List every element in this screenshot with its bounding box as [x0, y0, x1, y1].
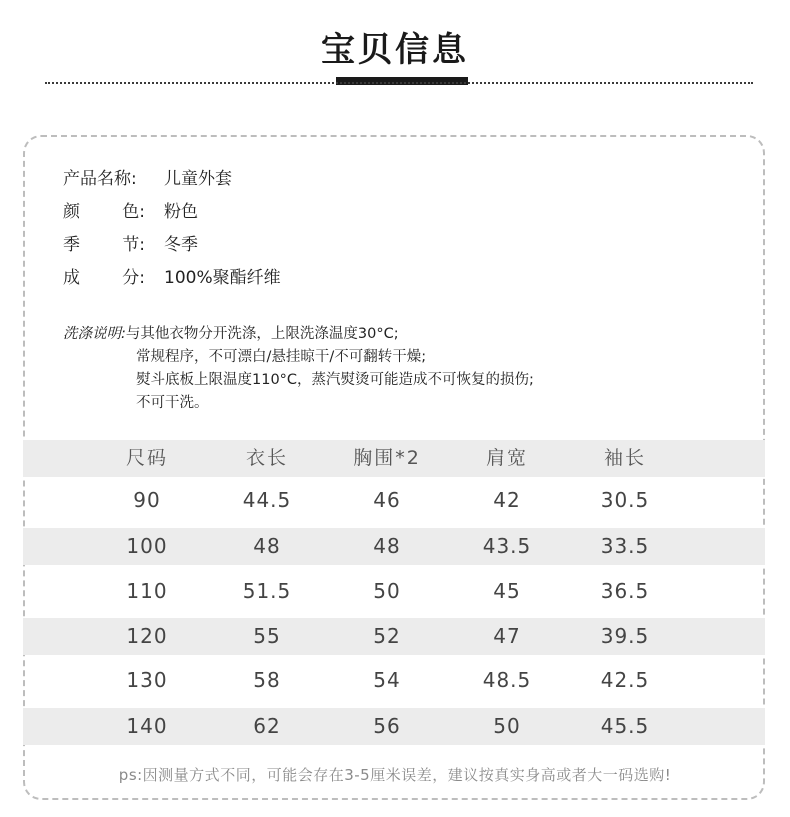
info-label-season-a: 季 [63, 235, 80, 255]
table-row [23, 573, 765, 610]
table-cell: 42 [493, 488, 521, 512]
table-cell: 51.5 [242, 579, 292, 603]
table-cell: 52 [373, 624, 401, 648]
info-row-material [63, 265, 281, 298]
header [0, 26, 790, 74]
info-label-name: 产品名称: [63, 169, 137, 189]
table-cell: 58 [253, 668, 281, 692]
table-cell: 46 [373, 488, 401, 512]
info-value-material: 100%聚酯纤维 [164, 268, 281, 288]
info-label-color-a: 颜 [63, 202, 80, 222]
table-cell: 130 [126, 668, 168, 692]
table-cell: 48 [373, 534, 401, 558]
table-header [23, 440, 765, 477]
care-label: 洗涤说明: [63, 326, 126, 342]
care-line-2: 常规程序，不可漂白/悬挂晾干/不可翻转干燥; [136, 349, 427, 365]
care-instructions [63, 323, 534, 415]
info-value-color: 粉色 [164, 202, 198, 222]
table-cell: 45 [493, 579, 521, 603]
care-line-1: 与其他衣物分开洗涤，上限洗涤温度30°C; [125, 326, 399, 342]
info-label-material-a: 成 [63, 268, 80, 288]
table-cell: 50 [373, 579, 401, 603]
table-row [23, 708, 765, 745]
info-row-color [63, 199, 281, 232]
table-cell: 48 [253, 534, 281, 558]
table-row [23, 482, 765, 519]
table-cell: 45.5 [600, 714, 650, 738]
header-sleeve: 袖长 [603, 447, 646, 469]
table-cell: 56 [373, 714, 401, 738]
header-chest: 胸围*2 [353, 447, 421, 469]
table-row [23, 618, 765, 655]
table-row [23, 662, 765, 699]
table-cell: 48.5 [482, 668, 532, 692]
table-cell: 100 [126, 534, 168, 558]
footnote: ps:因测量方式不同，可能会存在3-5厘米误差，建议按真实身高或者大一码选购! [118, 766, 672, 784]
care-line-4: 不可干洗。 [136, 395, 209, 411]
table-cell: 55 [253, 624, 281, 648]
table-row [23, 528, 765, 565]
info-label-season-b: 节: [122, 235, 145, 255]
table-cell: 43.5 [482, 534, 532, 558]
header-size: 尺码 [125, 447, 168, 469]
table-cell: 30.5 [600, 488, 650, 512]
info-value-season: 冬季 [164, 235, 198, 255]
info-row-name [63, 166, 281, 199]
page-title: 宝贝信息 [321, 30, 469, 70]
info-value-name: 儿童外套 [164, 169, 232, 189]
table-cell: 110 [126, 579, 168, 603]
table-cell: 33.5 [600, 534, 650, 558]
table-cell: 54 [373, 668, 401, 692]
table-cell: 140 [126, 714, 168, 738]
info-label-color-b: 色: [122, 202, 145, 222]
table-cell: 47 [493, 624, 521, 648]
product-info [63, 166, 281, 298]
table-cell: 62 [253, 714, 281, 738]
header-length: 衣长 [245, 447, 288, 469]
table-cell: 36.5 [600, 579, 650, 603]
care-line-3: 熨斗底板上限温度110°C，蒸汽熨烫可能造成不可恢复的损伤; [136, 372, 534, 388]
header-divider [45, 82, 753, 84]
table-cell: 44.5 [242, 488, 292, 512]
table-cell: 42.5 [600, 668, 650, 692]
table-cell: 120 [126, 624, 168, 648]
table-cell: 50 [493, 714, 521, 738]
info-row-season [63, 232, 281, 265]
table-cell: 39.5 [600, 624, 650, 648]
header-shoulder: 肩宽 [485, 447, 528, 469]
info-label-material-b: 分: [122, 268, 145, 288]
table-cell: 90 [133, 488, 161, 512]
